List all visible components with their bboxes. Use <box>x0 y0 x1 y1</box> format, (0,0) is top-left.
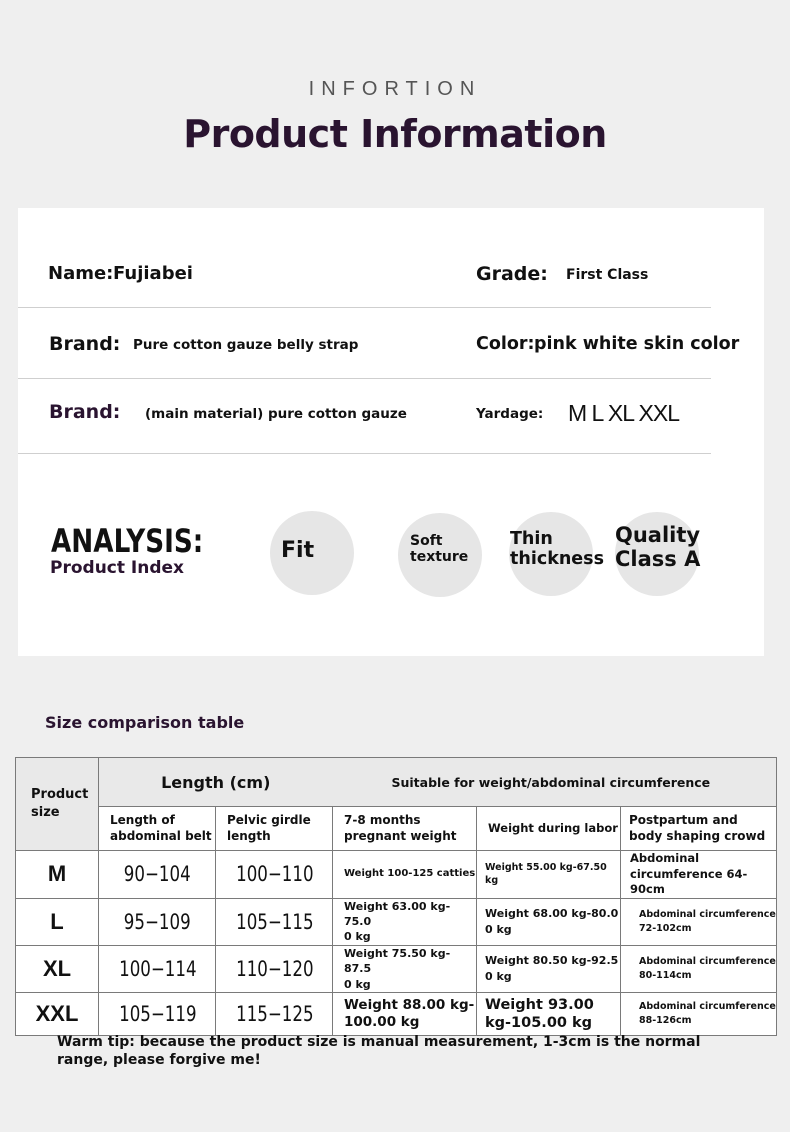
table-row <box>16 945 777 992</box>
color-label: Color: <box>476 334 535 354</box>
analysis-subtitle: Product Index <box>50 558 185 578</box>
labor-weight-cell: Weight 68.00 kg-80.0 0 kg <box>477 898 621 945</box>
brand-value: Pure cotton gauze belly strap <box>133 337 359 353</box>
analysis-title: ANALYSIS: <box>51 522 204 560</box>
abd-length-cell: 100−114 <box>104 945 209 992</box>
size-cell: XXL <box>16 992 99 1035</box>
postpartum-cell: Abdominal circumference 88-126cm <box>621 992 777 1035</box>
size-cell: M <box>16 851 99 899</box>
section-subtitle: INFORTION <box>308 78 482 100</box>
table-row <box>16 992 777 1035</box>
labor-weight-header: Weight during labor <box>477 807 621 851</box>
postpartum-cell: Abdominal circumference 80-114cm <box>621 945 777 992</box>
pelvic-length-cell: 115−125 <box>221 992 326 1035</box>
abdominal-belt-header: Length of abdominal belt <box>99 807 216 851</box>
size-comparison-table <box>15 757 777 1036</box>
size-cell: L <box>16 898 99 945</box>
table-row <box>16 851 777 899</box>
abd-length-cell: 105−119 <box>104 992 209 1035</box>
pelvic-girdle-header: Pelvic girdle length <box>216 807 333 851</box>
length-header: Length (cm) <box>99 758 333 807</box>
postpartum-cell: Abdominal circumference 64-90cm <box>621 851 777 899</box>
suitable-header: Suitable for weight/abdominal circumference <box>333 758 777 807</box>
pelvic-length-cell: 105−115 <box>221 898 326 945</box>
postpartum-cell: Abdominal circumference 72-102cm <box>621 898 777 945</box>
pregnant-weight-cell: Weight 100-125 catties <box>333 851 477 899</box>
pregnant-weight-cell: Weight 88.00 kg- 100.00 kg <box>333 992 477 1035</box>
product-info-card <box>18 208 764 656</box>
index-soft-label: Soft texture <box>410 533 469 566</box>
material-value: (main material) pure cotton gauze <box>145 406 407 422</box>
abd-length-cell: 90−104 <box>104 851 209 899</box>
size-cell: XL <box>16 945 99 992</box>
labor-weight-cell: Weight 55.00 kg-67.50 kg <box>477 851 621 899</box>
name-label: Name: <box>48 263 114 284</box>
pregnant-weight-cell: Weight 75.50 kg-87.5 0 kg <box>333 945 477 992</box>
postpartum-header: Postpartum and body shaping crowd <box>621 807 777 851</box>
page-title: Product Information <box>183 112 607 156</box>
index-quality-label: Quality Class A <box>615 523 701 572</box>
pregnant-weight-header: 7-8 months pregnant weight <box>333 807 477 851</box>
divider <box>18 453 711 454</box>
divider <box>18 378 711 379</box>
name-value: Fujiabei <box>113 263 193 284</box>
product-size-header: Product size <box>16 758 99 851</box>
pelvic-length-cell: 110−120 <box>221 945 326 992</box>
index-thin-label: Thin thickness <box>510 529 604 570</box>
labor-weight-cell: Weight 80.50 kg-92.5 0 kg <box>477 945 621 992</box>
labor-weight-cell: Weight 93.00 kg-105.00 kg <box>477 992 621 1035</box>
divider <box>18 307 711 308</box>
size-table-title: Size comparison table <box>45 713 245 732</box>
pregnant-weight-cell: Weight 63.00 kg-75.0 0 kg <box>333 898 477 945</box>
yardage-value: M L XL XXL <box>568 400 680 426</box>
color-value: pink white skin color <box>534 334 740 354</box>
grade-label: Grade: <box>476 263 548 285</box>
grade-value: First Class <box>566 267 649 283</box>
abd-length-cell: 95−109 <box>104 898 209 945</box>
table-row <box>16 898 777 945</box>
material-label: Brand: <box>49 401 121 423</box>
yardage-label: Yardage: <box>476 406 544 422</box>
warm-tip-note: Warm tip: because the product size is manual measurement, 1-3cm is the normal range, please forgive me! <box>57 1034 701 1069</box>
pelvic-length-cell: 100−110 <box>221 851 326 899</box>
index-fit-label: Fit <box>281 538 315 563</box>
brand-label: Brand: <box>49 333 121 355</box>
